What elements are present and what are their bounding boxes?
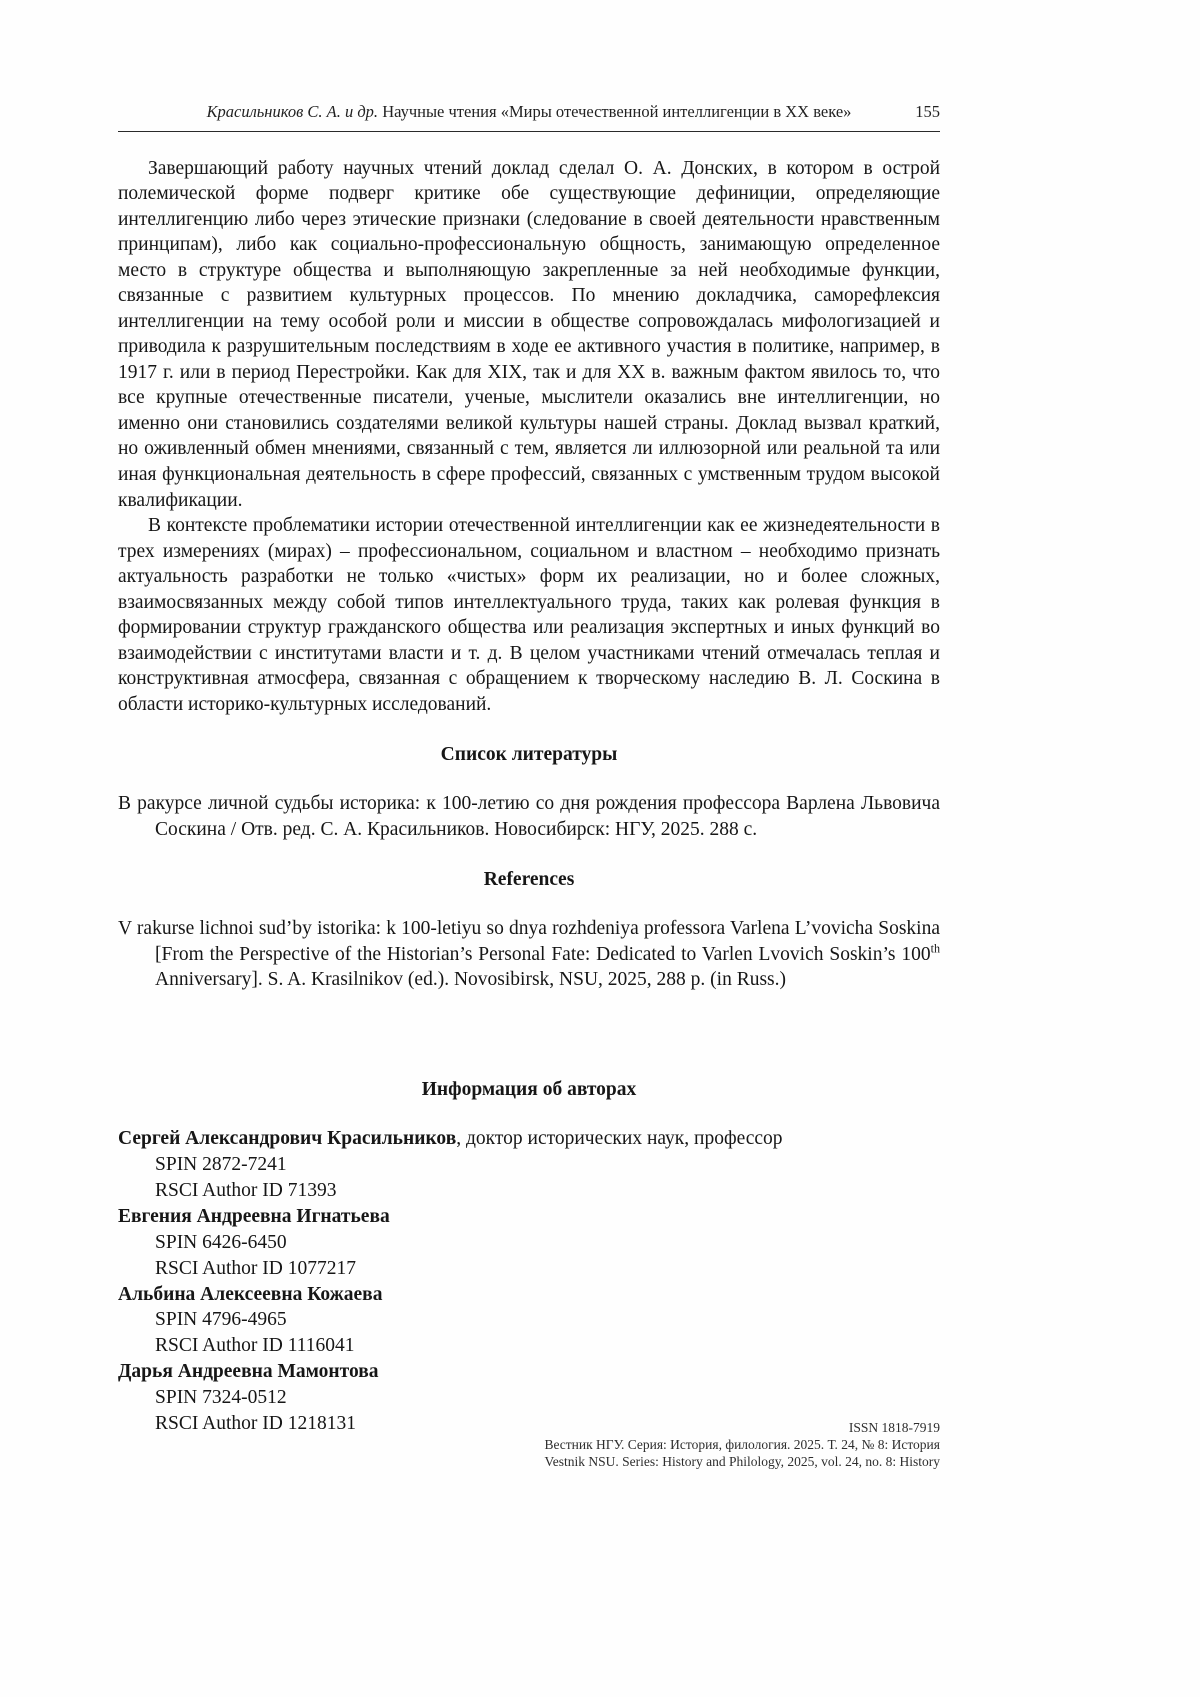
bibliography-entry-ru: В ракурсе личной судьбы историка: к 100-летию со дня рождения профессора Варлена Львовича Соскина / Отв. ред. С. А. Красильников. Новосибирск: НГУ, 2025. 288 с. <box>118 793 940 840</box>
author-entry <box>118 1126 940 1204</box>
author-spin: SPIN 2872-7241 <box>155 1153 287 1175</box>
author-name-line <box>118 1126 940 1152</box>
author-rsci: RSCI Author ID 1218131 <box>155 1413 356 1435</box>
author-rsci: RSCI Author ID 1077217 <box>155 1257 356 1279</box>
bibliography-entry-en <box>118 916 940 993</box>
author-name: Альбина Алексеевна Кожаева <box>118 1283 383 1305</box>
running-head-authors: Красильников С. А. и др. <box>206 102 383 121</box>
page-number: 155 <box>915 102 940 121</box>
author-name: Евгения Андреевна Игнатьева <box>118 1205 390 1227</box>
paragraph: В контексте проблематики истории отечественной интеллигенции как ее жизнедеятельности в трех измерениях (мирах) – профессиональном, социальном и властном – необходимо признать актуальность разработки не только «чистых» форм их реализации, но и более сложных, взаимосвязанных между собой типов интеллектуального труда, таких как ролевая функция в формировании структур гражданского общества или реализация экспертных и иных функций во взаимодействии с институтами власти и т. д. В целом участниками чтений отмечалась теплая и конструктивная атмосфера, связанная с обращением к творческому наследию В. Л. Соскина в области историко-культурных исследований. <box>118 515 940 715</box>
footer-journal-en: Vestnik NSU. Series: History and Philology, 2025, vol. 24, no. 8: History <box>544 1453 940 1469</box>
running-head-title: Научные чтения «Миры отечественной интеллигенции в XX веке» <box>382 102 852 121</box>
author-name-line <box>118 1359 940 1385</box>
footer-journal-ru: Вестник НГУ. Серия: История, филология. 2025. Т. 24, № 8: История <box>544 1436 940 1452</box>
author-spin: SPIN 4796-4965 <box>155 1309 287 1331</box>
running-head <box>118 102 940 132</box>
text-block <box>118 102 940 1437</box>
section-heading-bibliography-ru: Список литературы <box>440 744 618 766</box>
author-name: Сергей Александрович Красильников <box>118 1127 457 1149</box>
bibliography-entry-en-text-1: V rakurse lichnoi sud’by istorika: k 100-letiyu so dnya rozhdeniya professora Varlena L’vovicha Soskina [From the Perspective of the Historian’s Personal Fate: Dedicated to Varlen Lvovich Soskin’s 100 <box>118 918 940 965</box>
bibliography-entry-en-text-2: Anniversary]. S. A. Krasilnikov (ed.). Novosibirsk, NSU, 2025, 288 p. (in Russ.) <box>155 969 787 991</box>
author-name-line <box>118 1204 940 1230</box>
author-rsci: RSCI Author ID 1116041 <box>155 1335 355 1357</box>
authors-list <box>118 1126 940 1437</box>
author-spin: SPIN 6426-6450 <box>155 1231 287 1253</box>
author-spin: SPIN 7324-0512 <box>155 1387 287 1409</box>
ordinal-superscript: th <box>930 941 940 956</box>
footer-issn: ISSN 1818-7919 <box>848 1420 940 1435</box>
paragraph: Завершающий работу научных чтений доклад сделал О. А. Донских, в котором в острой полемической форме подверг критике обе существующие дефиниции, определяющие интеллигенцию либо через этические признаки (следование в своей деятельности нравственным принципам), либо как социально-профессиональную общность, занимающую определенное место в структуре общества и выполняющую закрепленные за ней необходимые функции, связанные с развитием культурных процессов. По мнению докладчика, саморефлексия интеллигенции на тему особой роли и миссии в обществе сопровождалась мифологизацией и приводила к разрушительным последствиям в ходе ее активного участия в политике, например, в 1917 г. или в период Перестройки. Как для XIX, так и для XX в. важным фактом явилось то, что все крупные отечественные писатели, ученые, мыслители оказались вне интеллигенции, но именно они становились создателями великой культуры нашей страны. Доклад вызвал краткий, но оживленный обмен мнениями, связанный с тем, является ли иллюзорной или реальной та или иная функциональная деятельность в сфере профессий, связанных с умственным трудом высокой квалификации. <box>118 157 940 511</box>
author-entry <box>118 1282 940 1360</box>
section-heading-references: References <box>483 869 575 891</box>
author-rsci: RSCI Author ID 71393 <box>155 1179 337 1201</box>
article-body <box>118 156 940 718</box>
author-degree: , доктор исторических наук, профессор <box>456 1127 783 1149</box>
author-name: Дарья Андреевна Мамонтова <box>118 1361 379 1383</box>
author-name-line <box>118 1282 940 1308</box>
author-entry <box>118 1204 940 1282</box>
section-heading-authors-info: Информация об авторах <box>421 1078 637 1100</box>
page-footer <box>544 1420 940 1471</box>
